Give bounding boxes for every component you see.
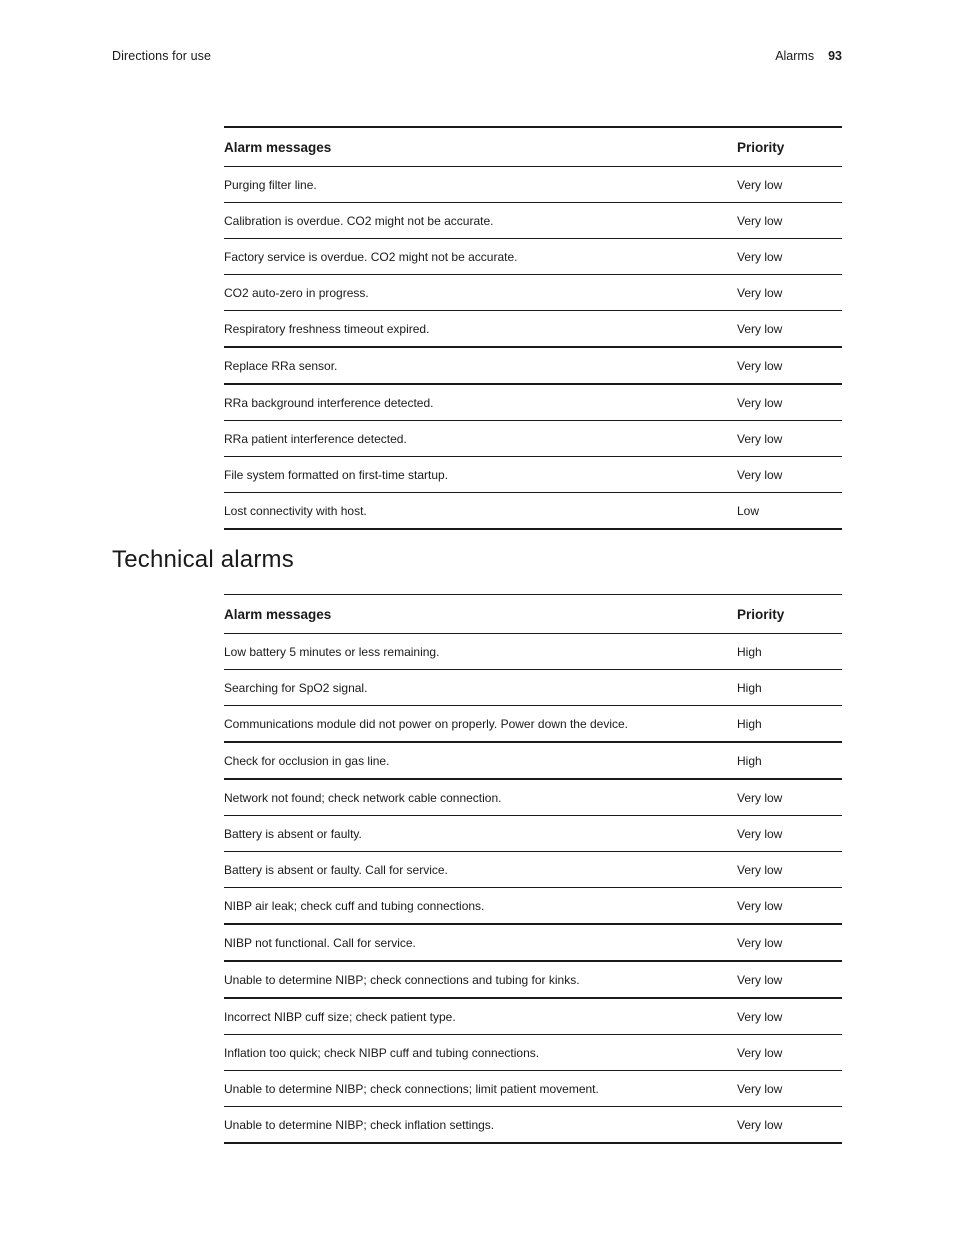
- table-row: [224, 421, 842, 457]
- alarm-message-cell: Searching for SpO2 signal.: [224, 670, 737, 706]
- alarm-message-cell: Purging filter line.: [224, 167, 737, 203]
- table-row: [224, 706, 842, 743]
- priority-cell: Very low: [737, 1107, 842, 1144]
- section-heading-technical-alarms: Technical alarms: [112, 546, 294, 573]
- alarm-message-cell: NIBP not functional. Call for service.: [224, 924, 737, 961]
- alarm-message-cell: Inflation too quick; check NIBP cuff and tubing connections.: [224, 1035, 737, 1071]
- table-row: [224, 311, 842, 348]
- table-row: [224, 924, 842, 961]
- priority-cell: Very low: [737, 239, 842, 275]
- alarm-message-cell: Respiratory freshness timeout expired.: [224, 311, 737, 348]
- column-header-priority: Priority: [737, 595, 842, 634]
- alarm-messages-table: [224, 126, 842, 530]
- table-row: [224, 1071, 842, 1107]
- alarm-message-cell: Check for occlusion in gas line.: [224, 742, 737, 779]
- table-row: [224, 275, 842, 311]
- table-header-row: [224, 595, 842, 634]
- alarm-message-cell: RRa patient interference detected.: [224, 421, 737, 457]
- table-row: [224, 1035, 842, 1071]
- priority-cell: High: [737, 670, 842, 706]
- alarm-message-cell: File system formatted on first-time startup.: [224, 457, 737, 493]
- table-row: [224, 888, 842, 925]
- column-header-alarm-messages: Alarm messages: [224, 127, 737, 167]
- alarm-message-cell: Communications module did not power on properly. Power down the device.: [224, 706, 737, 743]
- column-header-alarm-messages: Alarm messages: [224, 595, 737, 634]
- priority-cell: Very low: [737, 924, 842, 961]
- alarm-message-cell: Unable to determine NIBP; check connections; limit patient movement.: [224, 1071, 737, 1107]
- table-row: [224, 816, 842, 852]
- priority-cell: Very low: [737, 167, 842, 203]
- priority-cell: Very low: [737, 1071, 842, 1107]
- alarm-message-cell: RRa background interference detected.: [224, 384, 737, 421]
- priority-cell: Very low: [737, 998, 842, 1035]
- priority-cell: Very low: [737, 347, 842, 384]
- table-row: [224, 961, 842, 998]
- priority-cell: Very low: [737, 275, 842, 311]
- table-row: [224, 852, 842, 888]
- table-row: [224, 1107, 842, 1144]
- priority-cell: Very low: [737, 203, 842, 239]
- column-header-priority: Priority: [737, 127, 842, 167]
- priority-cell: Very low: [737, 311, 842, 348]
- alarm-message-cell: Battery is absent or faulty.: [224, 816, 737, 852]
- alarm-message-cell: Unable to determine NIBP; check inflation settings.: [224, 1107, 737, 1144]
- alarm-message-cell: Calibration is overdue. CO2 might not be accurate.: [224, 203, 737, 239]
- table-row: [224, 779, 842, 816]
- alarm-message-cell: Replace RRa sensor.: [224, 347, 737, 384]
- priority-cell: Very low: [737, 421, 842, 457]
- table-row: [224, 167, 842, 203]
- alarm-message-cell: NIBP air leak; check cuff and tubing connections.: [224, 888, 737, 925]
- priority-cell: High: [737, 706, 842, 743]
- alarm-message-cell: Factory service is overdue. CO2 might not be accurate.: [224, 239, 737, 275]
- table-row: [224, 203, 842, 239]
- priority-cell: Very low: [737, 961, 842, 998]
- running-header-section: [775, 49, 842, 63]
- priority-cell: Low: [737, 493, 842, 530]
- table-row: [224, 742, 842, 779]
- alarm-message-cell: Incorrect NIBP cuff size; check patient type.: [224, 998, 737, 1035]
- page-number: 93: [828, 49, 842, 63]
- priority-cell: Very low: [737, 852, 842, 888]
- running-header-title: Directions for use: [112, 49, 212, 63]
- alarm-message-cell: Battery is absent or faulty. Call for service.: [224, 852, 737, 888]
- priority-cell: Very low: [737, 779, 842, 816]
- section-name: Alarms: [775, 49, 815, 63]
- table-row: [224, 384, 842, 421]
- priority-cell: Very low: [737, 816, 842, 852]
- table-row: [224, 457, 842, 493]
- priority-cell: High: [737, 634, 842, 670]
- priority-cell: Very low: [737, 1035, 842, 1071]
- alarm-message-cell: Unable to determine NIBP; check connections and tubing for kinks.: [224, 961, 737, 998]
- table-row: [224, 634, 842, 670]
- priority-cell: Very low: [737, 457, 842, 493]
- table-row: [224, 347, 842, 384]
- table-row: [224, 670, 842, 706]
- priority-cell: Very low: [737, 384, 842, 421]
- technical-alarms-table: [224, 594, 842, 1144]
- alarm-message-cell: Network not found; check network cable connection.: [224, 779, 737, 816]
- alarm-message-cell: Lost connectivity with host.: [224, 493, 737, 530]
- priority-cell: Very low: [737, 888, 842, 925]
- alarm-message-cell: CO2 auto-zero in progress.: [224, 275, 737, 311]
- priority-cell: High: [737, 742, 842, 779]
- table-row: [224, 998, 842, 1035]
- table-row: [224, 493, 842, 530]
- alarm-message-cell: Low battery 5 minutes or less remaining.: [224, 634, 737, 670]
- table-header-row: [224, 127, 842, 167]
- table-row: [224, 239, 842, 275]
